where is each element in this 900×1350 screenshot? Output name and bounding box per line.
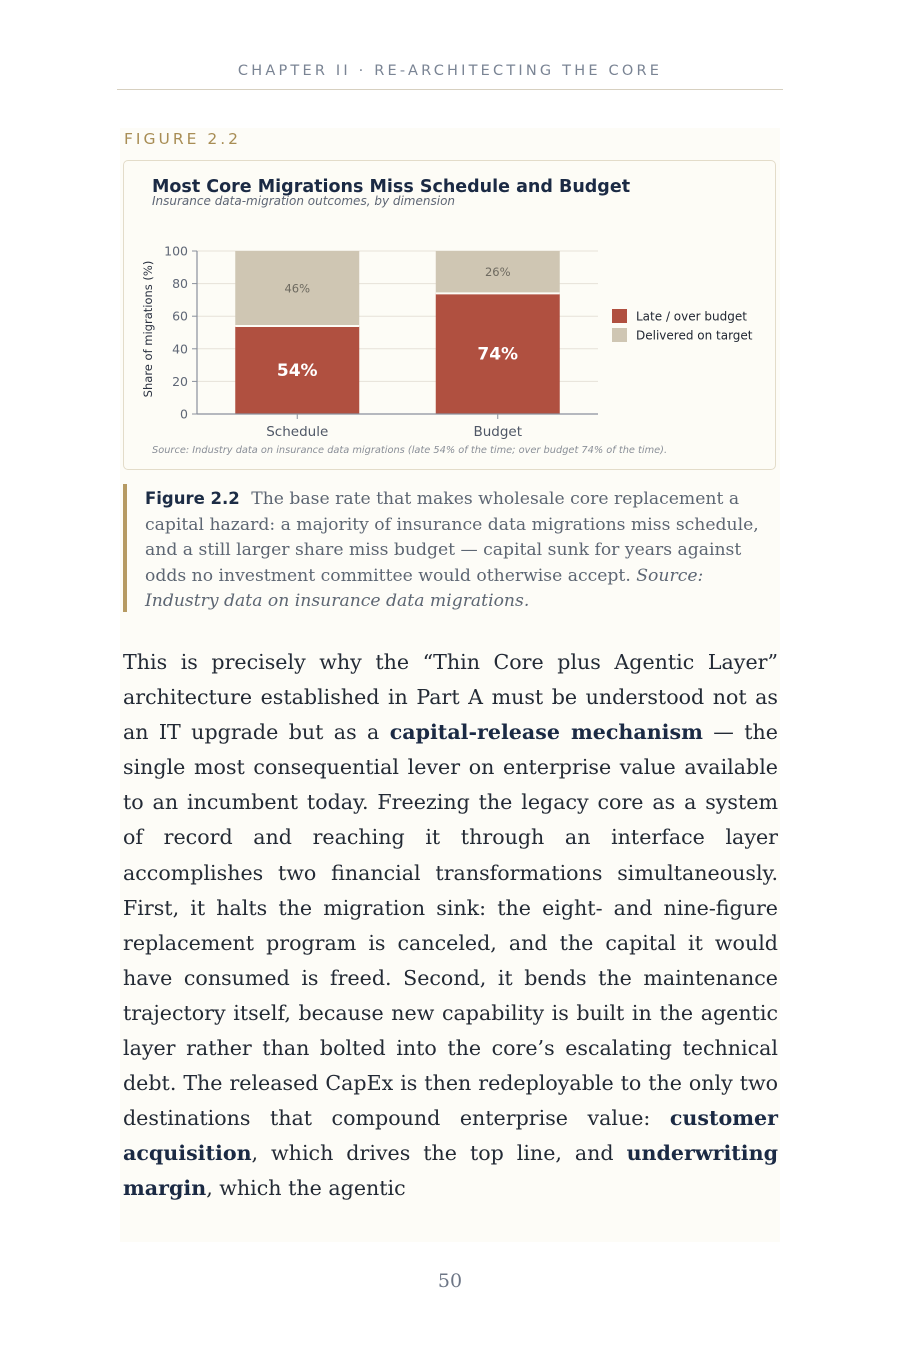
caption-label: Figure 2.2	[145, 489, 240, 508]
stacked-bar-chart	[124, 161, 777, 471]
chart-subtitle: Insurance data-migration outcomes, by dimension	[152, 194, 456, 208]
bar-value-label: 74%	[477, 344, 519, 365]
bar-value-label: 54%	[276, 360, 318, 381]
body-text-2: — the single most consequential lever on enterprise value available to an incumbent today. Freezing the legacy core as a system of record and reaching it through an interface layer accomplishes two financial transformations simultaneously. First, it halts the migration sink: the eight- and nine-figure replacement program is canceled, and the capital it would have consumed is freed. Second, it bends the maintenance trajectory itself, because new capability is built in the agentic layer rather than bolted into the core’s escalating technical debt. The released CapEx is then redeployable to the only two destinations that compound enterprise value:	[123, 720, 778, 1131]
body-paragraph	[123, 645, 778, 1207]
y-tick-label: 40	[172, 341, 188, 357]
legend-label: Late / over budget	[636, 309, 747, 324]
y-tick-label: 0	[180, 406, 188, 422]
x-tick-label: Schedule	[266, 424, 329, 440]
y-axis-label: Share of migrations (%)	[141, 260, 155, 398]
bar-value-label: 26%	[484, 265, 511, 280]
legend-swatch	[612, 328, 627, 342]
y-tick-label: 80	[172, 276, 188, 292]
x-tick-label: Budget	[473, 424, 523, 440]
y-tick-label: 100	[164, 243, 188, 259]
legend-label: Delivered on target	[636, 328, 753, 343]
y-tick-label: 60	[172, 308, 188, 324]
header-rule	[117, 89, 783, 90]
bold-term-customer-acquisition: customer acquisition	[123, 1106, 778, 1166]
legend-swatch	[612, 309, 627, 323]
caption-text: The base rate that makes wholesale core replacement a capital hazard: a majority of insurance data migrations miss schedule, and a still larger share miss budget — capital sunk for years against odds no investment committee would otherwise accept.	[145, 489, 759, 586]
body-text-4: , which the agentic	[206, 1176, 406, 1201]
y-tick-label: 20	[172, 373, 188, 389]
chart-card	[123, 160, 776, 470]
running-head: CHAPTER II · RE-ARCHITECTING THE CORE	[237, 63, 663, 79]
body-text-1: This is precisely why the “Thin Core plus Agentic Layer” architecture established in Part A must be understood not as an IT upgrade but as a	[123, 650, 778, 745]
bar-value-label: 46%	[284, 281, 311, 296]
chart-title: Most Core Migrations Miss Schedule and Budget	[152, 177, 631, 197]
bold-term-underwriting-margin: underwriting margin	[123, 1141, 778, 1201]
page-number: 50	[437, 1270, 463, 1292]
figure-caption	[123, 484, 780, 612]
body-text-3: , which drives the top line, and	[251, 1141, 627, 1166]
bold-term-capital-release: capital-release mechanism	[389, 720, 703, 745]
caption-source: Source: Industry data on insurance data migrations.	[145, 565, 704, 612]
chart-source: Source: Industry data on insurance data migrations (late 54% of the time; over budget 74% of the time).	[152, 445, 668, 456]
figure-label: FIGURE 2.2	[124, 130, 241, 148]
